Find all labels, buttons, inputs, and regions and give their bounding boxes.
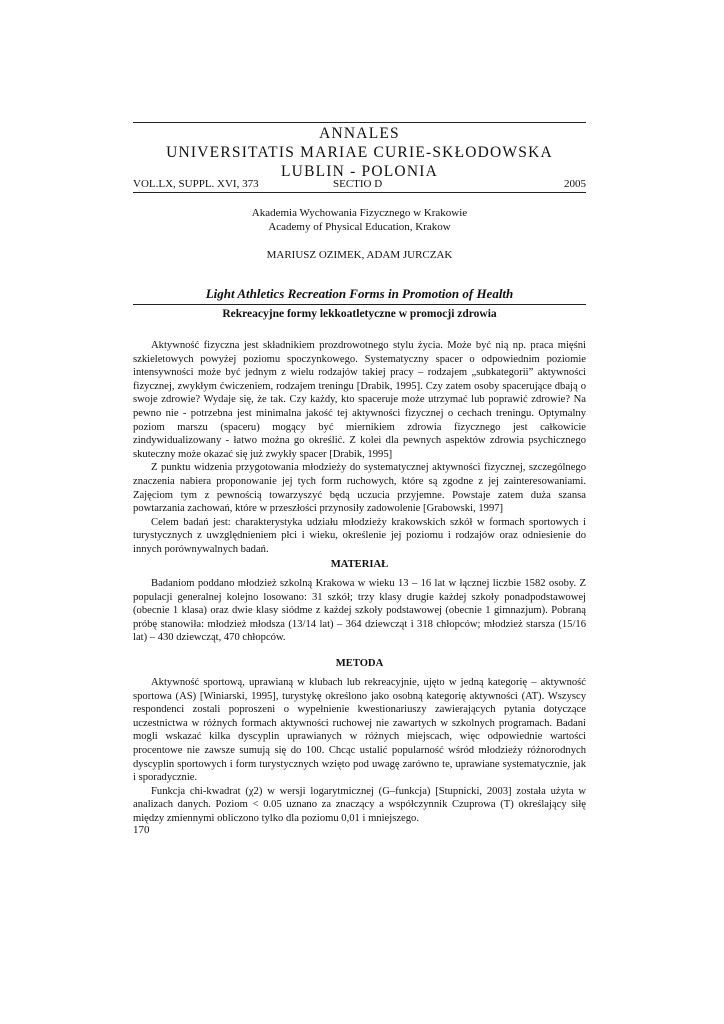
material-section — [133, 577, 586, 645]
article-title: Light Athletics Recreation Forms in Promotion of Health — [205, 286, 514, 301]
metoda-paragraph-1: Aktywność sportową, uprawianą w klubach lub rekreacyjnie, ujęto w jedną kategorię – aktywność sportowa (AS) [Winiarski, 1995], turystykę określono jako osobną kategorię aktywności (AT). Wszyscy respondenci zostali poproszeni o wypełnienie kwestionariuszy zawierających pytania dotyczące uczestnictwa w różnych formach aktywności ruchowej nie zawartych w szkolnych programach. Badani mogli wskazać kilka dyscyplin uprawianych w różnych miejscach, więc odpowiednie wartości procentowe nie zawsze sumują się do 100. Chcąc ustalić popularność wśród młodzieży różnorodnych dyscyplin sportowych i form turystycznych wzięto pod uwagę zarówno te, uprawiane systematycznie, jak i sporadycznie. — [133, 677, 586, 784]
journal-masthead — [133, 124, 586, 181]
affiliation-english: Academy of Physical Education, Krakow — [268, 221, 451, 233]
article-subtitle: Rekreacyjne formy lekkoatletyczne w promocji zdrowia — [222, 308, 497, 320]
title-rule — [133, 304, 586, 305]
intro-paragraph-3: Celem badań jest: charakterystyka udziału młodzieży krakowskich szkół w formach sportowych i turystycznych z uwzględnieniem płci i wieku, określenie jej poziomu i rodzajów oraz odniesienie do innych porównywalnych badań. — [133, 516, 586, 555]
volume-info: VOL.LX, SUPPL. XVI, 373 — [133, 178, 259, 190]
header-bottom-rule — [133, 192, 586, 193]
section-info: SECTIO D — [333, 178, 383, 190]
journal-name-line3: LUBLIN - POLONIA — [281, 163, 438, 180]
affiliation — [133, 206, 586, 234]
material-heading: MATERIAŁ — [330, 559, 389, 570]
metoda-heading: METODA — [335, 658, 384, 669]
introduction-section — [133, 339, 586, 557]
page-number: 170 — [133, 824, 150, 836]
authors: MARIUSZ OZIMEK, ADAM JURCZAK — [266, 249, 453, 261]
header-top-rule — [133, 122, 586, 123]
metoda-section — [133, 676, 586, 826]
material-paragraph-1: Badaniom poddano młodzież szkolną Krakowa w wieku 13 – 16 lat w łącznej liczbie 1582 osoby. Z populacji generalnej kolejno losowano: 31 szkół; trzy klasy drugie każdej szkoły ponadpodstawowej (obecnie 1 klasa) oraz dwie klasy siódme z każdej szkoły podstawowej (obecnie 1 gimnazjum). Pobraną próbę stanowiła: młodzież młodsza (13/14 lat) – 364 dziewcząt i 318 chłopców; młodzież starsza (15/16 lat) – 430 dziewcząt, 470 chłopców. — [133, 578, 586, 644]
journal-name-line1: ANNALES — [319, 125, 400, 142]
journal-name-line2: UNIVERSITATIS MARIAE CURIE-SKŁODOWSKA — [166, 144, 553, 161]
affiliation-polish: Akademia Wychowania Fizycznego w Krakowie — [251, 207, 468, 219]
intro-paragraph-2: Z punktu widzenia przygotowania młodzieży do systematycznej aktywności fizycznej, szczególnego znaczenia nabiera proponowanie jej tych form ruchowych, które są zgodne z jej zainteresowaniami. Zajęciom tym z pewnością towarzyszyć będą uczucia przyjemne. Powstaje zatem duża szansa powtarzania zachowań, które w przeszłości przynosiły zadowolenie [Grabowski, 1997] — [133, 462, 586, 515]
publication-year: 2005 — [564, 178, 586, 190]
intro-paragraph-1: Aktywność fizyczna jest składnikiem prozdrowotnego stylu życia. Może być nią np. praca mięśni szkieletowych powyżej poziomu spoczynkowego. Systematyczny spacer o odpowiednim poziomie intensywności może być jednym z wielu rodzajów takiej pracy – rodzajem „subkategorii” aktywności fizycznej, zwykłym ćwiczeniem, rodzajem treningu [Drabik, 1995]. Czy zatem osoby spacerujące dbają o swoje zdrowie? Wydaje się, że tak. Czy każdy, kto spaceruje może utrzymać lub poprawić zdrowie? Na pewno nie - potrzebna jest minimalna jakość tej aktywności fizycznej o cechach treningu. Optymalny poziom marszu (spaceru) mogący być miernikiem zdrowia fizycznego jest całkowicie zindywidualizowany - łatwo można go określić. Z kolei dla pewnych aspektów zdrowia psychicznego skuteczny może okazać się już zwykły spacer [Drabik, 1995] — [133, 340, 586, 460]
metoda-paragraph-2: Funkcja chi-kwadrat (χ2) w wersji logarytmicznej (G–funkcja) [Stupnicki, 2003] została użyta w analizach danych. Poziom < 0.05 uznano za znaczący a współczynnik Czuprowa (T) określający siłę między zmiennymi obliczono tylko dla poziomu 0,01 i mniejszego. — [133, 785, 586, 824]
